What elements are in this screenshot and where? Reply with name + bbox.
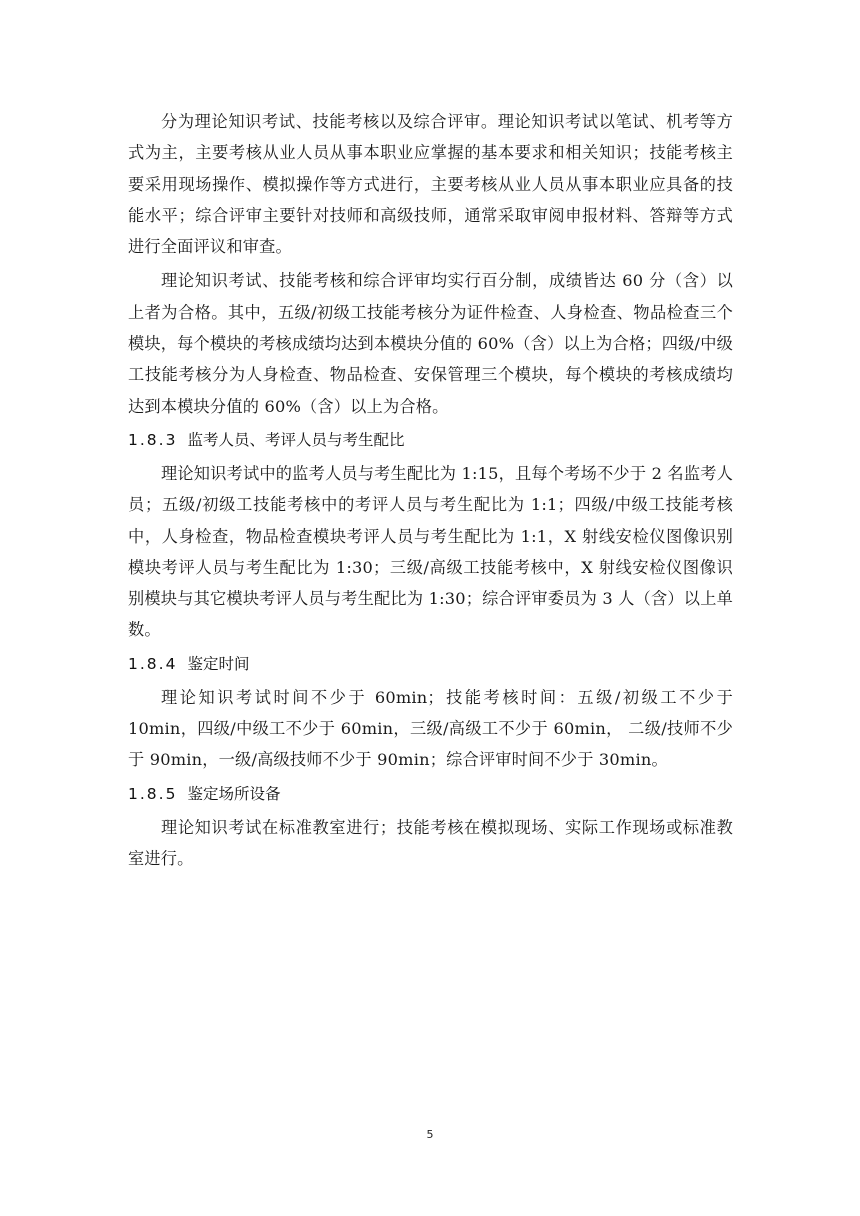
section-title: 监考人员、考评人员与考生配比 [187,430,405,449]
section-number: 1.8.5 [128,784,178,803]
section-heading-1-8-3 [128,424,733,456]
paragraph-staff-ratio: 理论知识考试中的监考人员与考生配比为 1:15，且每个考场不少于 2 名监考人员；五级/初级工技能考核中的考评人员与考生配比为 1:1；四级/中级工技能考核中，人身检查，物品检查模块考评人员与考生配比为 1:1，X 射线安检仪图像识别模块考评人员与考生配比为 1:30；三级/高级工技能考核中，X 射线安检仪图像识别模块与其它模块考评人员与考生配比为 1:30；综合评审委员为 3 人（含）以上单数。 [128,463,733,640]
page-content [128,106,733,874]
paragraph-scoring-rules: 理论知识考试、技能考核和综合评审均实行百分制，成绩皆达 60 分（含）以上者为合格。其中，五级/初级工技能考核分为证件检查、人身检查、物品检查三个模块，每个模块的考核成绩均达到本模块分值的 60%（含）以上为合格；四级/中级工技能考核分为人身检查、物品检查、安保管理三个模块，每个模块的考核成绩均达到本模块分值的 60%（含）以上为合格。 [128,271,733,416]
section-number: 1.8.3 [128,430,178,449]
section-title: 鉴定场所设备 [187,784,281,803]
section-number: 1.8.4 [128,654,178,673]
paragraph-exam-venue: 理论知识考试在标准教室进行；技能考核在模拟现场、实际工作现场或标准教室进行。 [128,817,733,868]
section-title: 鉴定时间 [187,654,250,673]
section-heading-1-8-4 [128,648,733,680]
paragraph-exam-time: 理论知识考试时间不少于 60min；技能考核时间：五级/初级工不少于 10min，四级/中级工不少于 60min，三级/高级工不少于 60min， 二级/技师不少于 90min，一级/高级技师不少于 90min；综合评审时间不少于 30min。 [128,687,733,770]
page-number: 5 [426,1128,434,1141]
paragraph-assessment-methods: 分为理论知识考试、技能考核以及综合评审。理论知识考试以笔试、机考等方式为主，主要考核从业人员从事本职业应掌握的基本要求和相关知识；技能考核主要采用现场操作、模拟操作等方式进行，主要考核从业人员从事本职业应具备的技能水平；综合评审主要针对技师和高级技师，通常采取审阅申报材料、答辩等方式进行全面评议和审查。 [128,112,733,257]
section-heading-1-8-5 [128,778,733,810]
